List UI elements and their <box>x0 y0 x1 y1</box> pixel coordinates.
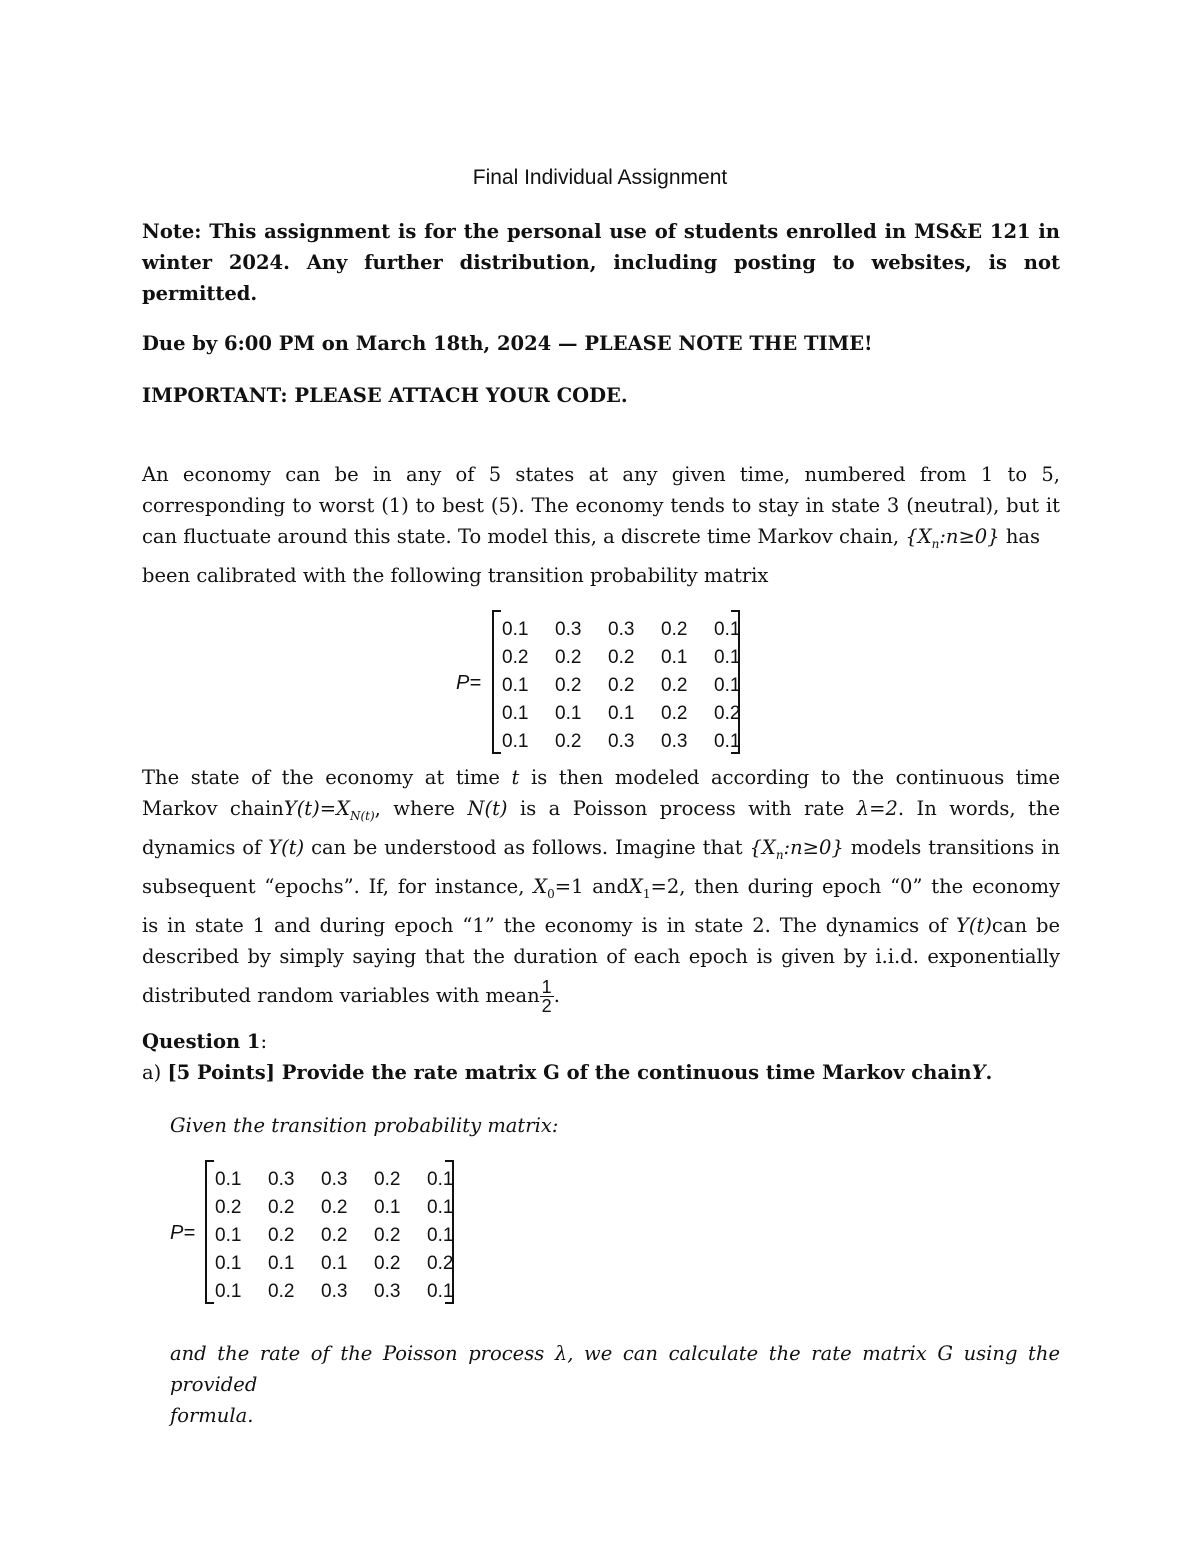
question-heading: Question 1: <box>142 1030 268 1053</box>
matrix-cell: 0.2 <box>268 1281 295 1302</box>
matrix-cell: 0.1 <box>555 703 582 724</box>
matrix-cell: 0.2 <box>555 731 582 752</box>
matrix-cell: 0.3 <box>608 619 635 640</box>
matrix-cell: 0.2 <box>608 647 635 668</box>
question-part-a: a) [5 Points] Provide the rate matrix G of the continuous time Markov chainY. <box>142 1061 993 1084</box>
matrix-cell: 0.1 <box>714 731 741 752</box>
matrix-cell: 0.2 <box>268 1197 295 1218</box>
note-line-1: Note: This assignment is for the personal use of students enrolled in MS&E 121 in <box>142 220 1060 243</box>
matrix-cell: 0.3 <box>661 731 688 752</box>
matrix-cell: 0.2 <box>321 1225 348 1246</box>
intro-line-4: been calibrated with the following transition probability matrix <box>142 563 769 587</box>
dynamics-line-4: subsequent “epochs”. If, for instance, $X_0=1$ andX$_1$=2, then during epoch “0” the economy <box>142 874 1060 901</box>
matrix-cell: 0.1 <box>215 1169 242 1190</box>
matrix-cell: 0.2 <box>268 1225 295 1246</box>
matrix-cell: 0.1 <box>661 647 688 668</box>
dynamics-line-2: Markov $chainY(t)=X_{N(t)}$, where N(t) is a Poisson process with rate λ=2. In words, the <box>142 797 1061 823</box>
intro-line-3: can fluctuate around this state. To model this, a discrete time Markov chain, $\{X_n:n\ge 0\}$ has <box>142 525 1041 551</box>
matrix-cell: 0.1 <box>714 647 741 668</box>
rate-explanation <box>170 1338 1060 1431</box>
matrix-cell: 0.3 <box>321 1169 348 1190</box>
matrix-cell: 0.2 <box>714 703 741 724</box>
dynamics-line-5: is in state 1 and during epoch “1” the economy is in state 2. The dynamics of Y(t)can be <box>142 913 1060 937</box>
matrix-cell: 0.2 <box>215 1197 242 1218</box>
matrix-cell: 0.1 <box>502 675 529 696</box>
matrix-cell: 0.2 <box>661 703 688 724</box>
matrix-cell: 0.3 <box>555 619 582 640</box>
matrix-cell: 0.2 <box>502 647 529 668</box>
rate-line-1: and the rate of the Poisson process λ, we can calculate the rate matrix G using the provided <box>170 1342 1060 1396</box>
matrix-cell: 0.1 <box>321 1253 348 1274</box>
matrix-grid <box>502 616 767 756</box>
dynamics-line-3: dynamics of Y(t) can be understood as follows. Imagine that $\{X_n:n\ge 0\}$ models transitions in <box>142 835 1060 862</box>
matrix-cell: 0.2 <box>608 675 635 696</box>
matrix-cell: 0.2 <box>374 1253 401 1274</box>
matrix-cell: 0.3 <box>374 1281 401 1302</box>
matrix-cell: 0.1 <box>427 1281 454 1302</box>
question-1 <box>142 1026 1060 1088</box>
matrix-cell: 0.1 <box>215 1253 242 1274</box>
matrix-cell: 0.3 <box>268 1169 295 1190</box>
matrix-cell: 0.2 <box>321 1197 348 1218</box>
matrix-cell: 0.2 <box>661 619 688 640</box>
dynamics-line-7: distributed random variables with mean $\frac{1}{2}$ . <box>142 976 560 1016</box>
note-paragraph <box>142 216 1060 309</box>
intro-line-1: An economy can be in any of 5 states at any given time, numbered from 1 to 5, <box>142 463 1060 486</box>
matrix-cell: 0.1 <box>502 731 529 752</box>
matrix-cell: 0.1 <box>374 1197 401 1218</box>
matrix-cell: 0.2 <box>555 675 582 696</box>
matrix-cell: 0.2 <box>427 1253 454 1274</box>
matrix-cell: 0.1 <box>427 1225 454 1246</box>
note-line-3: permitted. <box>142 282 258 305</box>
rate-line-2: formula. <box>170 1404 254 1427</box>
matrix-cell: 0.1 <box>502 619 529 640</box>
matrix-cell: 0.3 <box>608 731 635 752</box>
matrix-cell: 0.1 <box>427 1169 454 1190</box>
matrix-2-grid <box>215 1166 480 1306</box>
matrix-cell: 0.1 <box>714 619 741 640</box>
note-line-2: winter 2024. Any further distribution, including posting to websites, is not <box>142 251 1060 274</box>
matrix-cell: 0.2 <box>374 1169 401 1190</box>
page-title: Final Individual Assignment <box>472 166 728 189</box>
dynamics-line-6: described by simply saying that the duration of each epoch is given by i.i.d. exponentially <box>142 944 1060 968</box>
matrix-cell: 0.1 <box>268 1253 295 1274</box>
matrix-label: P= <box>456 672 482 694</box>
important-notice: IMPORTANT: PLEASE ATTACH YOUR CODE. <box>142 384 628 407</box>
dynamics-paragraph <box>142 762 1060 1015</box>
due-date: Due by 6:00 PM on March 18th, 2024 — PLEASE NOTE THE TIME! <box>142 332 873 355</box>
dynamics-line-1: The state of the economy at time t is then modeled according to the continuous time <box>142 766 1060 789</box>
matrix-cell: 0.2 <box>374 1225 401 1246</box>
matrix-cell: 0.1 <box>608 703 635 724</box>
matrix-cell: 0.2 <box>661 675 688 696</box>
matrix-cell: 0.1 <box>502 703 529 724</box>
matrix-left-bracket <box>492 610 501 754</box>
matrix-cell: 0.1 <box>215 1225 242 1246</box>
fraction-one-half: $\frac{1}{2}$ <box>541 976 552 1016</box>
matrix-label-2: P= <box>170 1222 196 1244</box>
matrix-2-left-bracket <box>205 1160 214 1304</box>
matrix-cell: 0.3 <box>321 1281 348 1302</box>
intro-line-2: corresponding to worst (1) to best (5). The economy tends to stay in state 3 (neutral), but it <box>142 494 1060 517</box>
given-text: Given the transition probability matrix: <box>170 1114 559 1137</box>
matrix-cell: 0.1 <box>215 1281 242 1302</box>
matrix-cell: 0.2 <box>555 647 582 668</box>
intro-paragraph <box>142 459 1060 591</box>
matrix-cell: 0.1 <box>427 1197 454 1218</box>
matrix-cell: 0.1 <box>714 675 741 696</box>
